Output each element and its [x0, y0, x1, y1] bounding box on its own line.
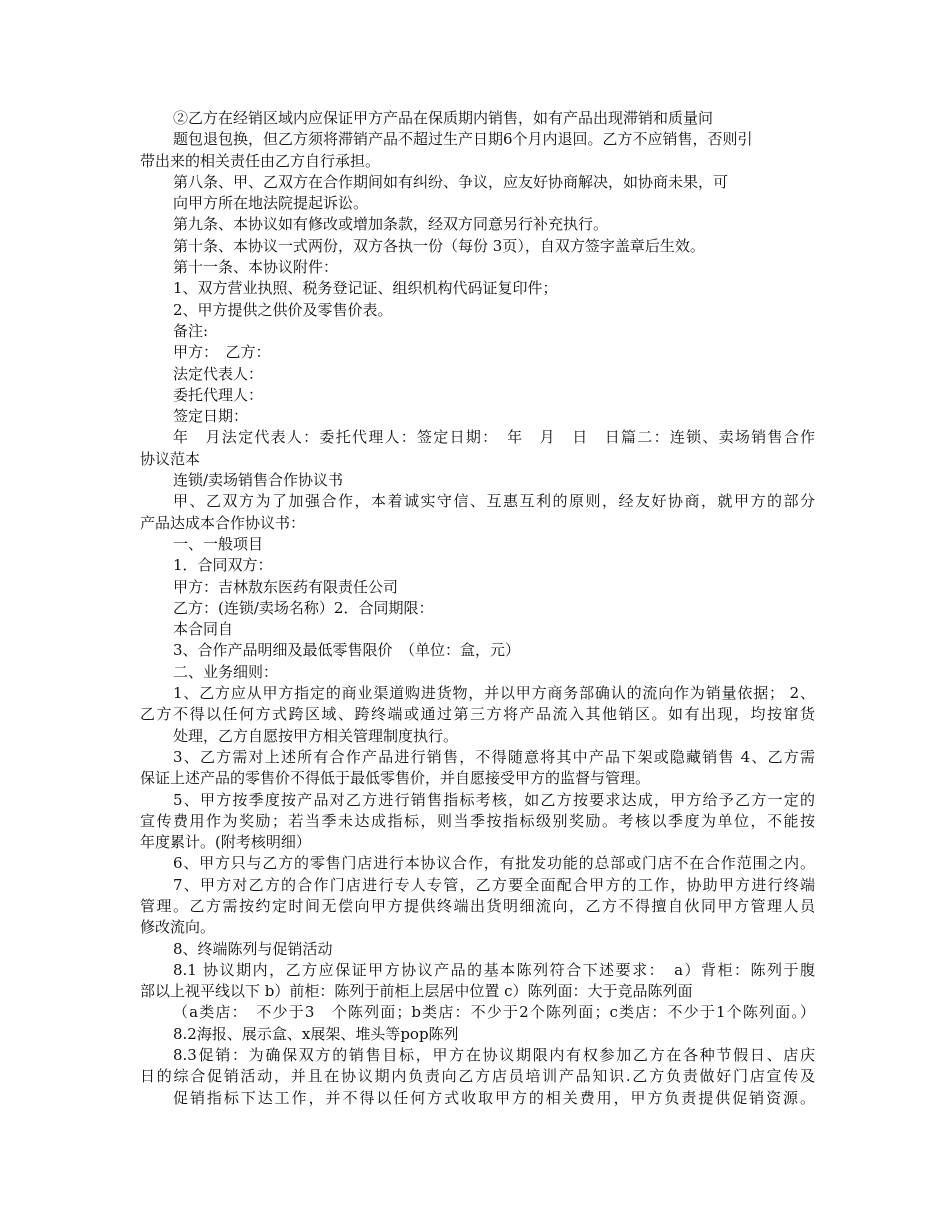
text-line: 1、双方营业执照、税务登记证、组织机构代码证复印件；	[173, 279, 558, 298]
text-line: 连锁/卖场销售合作协议书	[173, 471, 344, 490]
text-line: 1、乙方应从甲方指定的商业渠道购进货物，并以甲方商务部确认的流向作为销量依据； 2、	[173, 684, 815, 703]
text-line: 协议范本	[140, 449, 201, 468]
text-line: 乙方不得以任何方式跨区域、跨终端或通过第三方将产品流入其他销区。如有出现，均按窜货	[140, 705, 815, 724]
text-line: 8.3促销：为确保双方的销售目标，甲方在协议期限内有权参加乙方在各种节假日、店庆	[173, 1046, 815, 1065]
text-line: 乙方：(连锁/卖场名称）2．合同期限：	[173, 598, 434, 617]
text-line: 部以上视平线以下 b）前柜：陈列于前柜上层居中位置 c）陈列面：大于竞品陈列面	[140, 982, 693, 1001]
text-line: 5、甲方按季度按产品对乙方进行销售指标考核，如乙方按要求达成，甲方给予乙方一定的	[173, 790, 815, 809]
text-line: 年度累计。(附考核明细）	[140, 833, 311, 852]
text-line: 7、甲方对乙方的合作门店进行专人专管，乙方要全面配合甲方的工作，协助甲方进行终端	[173, 875, 815, 894]
text-line: 3、合作产品明细及最低零售限价 （单位：盒，元）	[173, 641, 521, 660]
text-line: 3、乙方需对上述所有合作产品进行销售，不得随意将其中产品下架或隐藏销售 4、乙方需	[173, 747, 815, 766]
text-line: 第十一条、本协议附件：	[173, 258, 339, 277]
text-line: 本合同自	[173, 620, 234, 639]
text-line: 第九条、本协议如有修改或增加条款，经双方同意另行补充执行。	[173, 215, 609, 234]
text-line: 修改流向。	[140, 918, 216, 937]
text-line: 8.1 协议期内，乙方应保证甲方协议产品的基本陈列符合下述要求： a）背柜：陈列于腹	[173, 960, 815, 979]
text-line: 二、业务细则：	[173, 662, 279, 681]
text-line: （a类店： 不少于3 个陈列面；b类店：不少于2个陈列面；c类店：不少于1个陈列面。）	[173, 1003, 815, 1022]
text-line: 第八条、甲、乙双方在合作期间如有纠纷、争议，应友好协商解决，如协商未果，可	[173, 172, 729, 191]
text-line: 法定代表人：	[173, 364, 264, 383]
text-line: 第十条、本协议一式两份，双方各执一份（每份 3页），自双方签字盖章后生效。	[173, 236, 705, 255]
text-line: 签定日期：	[173, 407, 249, 426]
text-line: 委托代理人：	[173, 385, 264, 404]
text-line: 8、终端陈列与促销活动	[173, 939, 333, 958]
text-line: 甲、乙双方为了加强合作，本着诚实守信、互惠互利的原则，经友好协商，就甲方的部分	[173, 492, 815, 511]
text-line: 产品达成本合作协议书：	[140, 513, 306, 532]
text-line: 一、一般项目	[173, 534, 264, 553]
text-line: 日的综合促销活动，并且在协议期内负责向乙方店员培训产品知识.乙方负责做好门店宣传及	[140, 1067, 815, 1086]
text-line: 处理，乙方自愿按甲方相关管理制度执行。	[173, 726, 459, 745]
text-line: ②乙方在经销区域内应保证甲方产品在保质期内销售，如有产品出现滞销和质量问	[173, 109, 714, 127]
text-line: 甲方：吉林敖东医药有限责任公司	[173, 577, 399, 596]
text-line: 带出来的相关责任由乙方自行承担。	[140, 151, 381, 170]
text-line: 宣传费用作为奖励；若当季未达成指标，则当季按指标级别奖励。考核以季度为单位，不能按	[140, 811, 815, 830]
text-line: 甲方： 乙方：	[173, 343, 271, 362]
text-line: 1．合同双方：	[173, 556, 273, 575]
text-line: 题包退包换，但乙方须将滞销产品不超过生产日期6个月内退回。乙方不应销售，否则引	[173, 130, 753, 149]
text-line: 6、甲方只与乙方的零售门店进行本协议合作，有批发功能的总部或门店不在合作范围之内。	[173, 854, 815, 873]
document-body	[140, 108, 815, 1109]
text-line: 8.2海报、展示盒、x展架、堆头等pop陈列	[173, 1024, 459, 1043]
text-line: 2、甲方提供之供价及零售价表。	[173, 300, 393, 319]
text-line: 备注:	[173, 321, 209, 340]
text-line: 保证上述产品的零售价不得低于最低零售价，并自愿接受甲方的监督与管理。	[140, 769, 651, 788]
text-line: 促销指标下达工作，并不得以任何方式收取甲方的相关费用，甲方负责提供促销资源。	[173, 1088, 815, 1107]
text-line: 年 月法定代表人：委托代理人：签定日期： 年 月 日 日篇二：连锁、卖场销售合作	[173, 428, 815, 447]
text-line: 向甲方所在地法院提起诉讼。	[173, 194, 369, 213]
text-line: 管理。乙方需按约定时间无偿向甲方提供终端出货明细流向，乙方不得擅自伙同甲方管理人员	[140, 896, 815, 915]
